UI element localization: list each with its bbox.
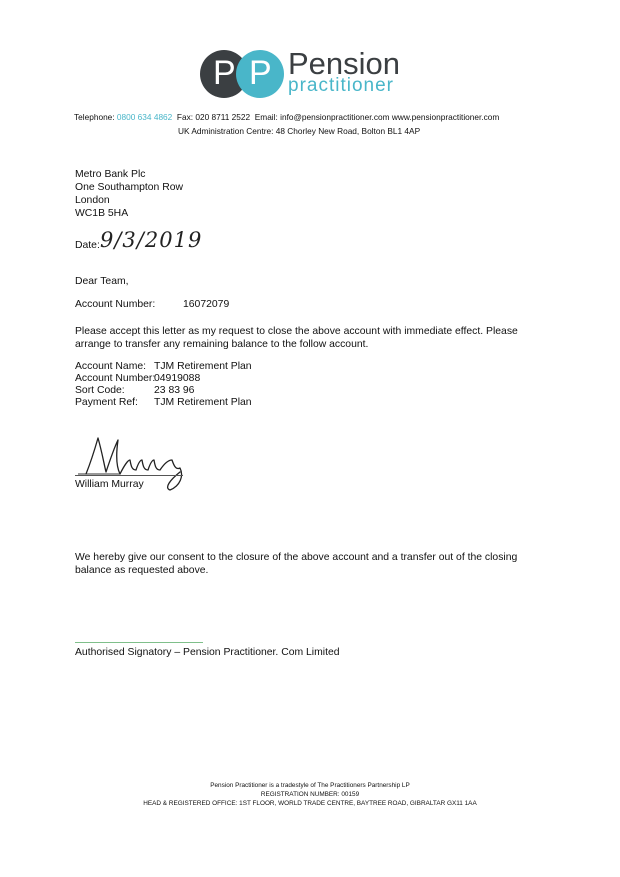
consent-paragraph: We hereby give our consent to the closure of the above account and a transfer out of the closing balance as requested above.	[75, 552, 518, 576]
company-logo	[200, 46, 420, 102]
date-label: Date:	[75, 240, 100, 251]
recipient-line-3: London	[75, 195, 110, 206]
logo-mark-p-right: P	[249, 54, 272, 92]
account-number-label: Account Number:	[75, 299, 156, 310]
authorised-signature-line	[75, 642, 203, 643]
handwritten-date: 9/3/2019	[100, 228, 203, 252]
footer-registration: REGISTRATION NUMBER: 00159	[260, 791, 360, 798]
transfer-number-label: Account Number:	[75, 373, 156, 384]
sort-code-value: 23 83 96	[154, 385, 195, 396]
account-number-value: 16072079	[183, 299, 230, 310]
website: www.pensionpractitioner.com	[391, 112, 500, 122]
footer-registered-office: HEAD & REGISTERED OFFICE: 1ST FLOOR, WORLD TRADE CENTRE, BAYTREE ROAD, GIBRALTAR GX11 1AA	[143, 800, 477, 807]
footer-tradestyle: Pension Practitioner is a tradestyle of The Practitioners Partnership LP	[210, 782, 410, 789]
telephone-label: Telephone:	[74, 112, 115, 122]
request-paragraph: Please accept this letter as my request to close the above account with immediate effect. Please arrange to transfer any remaining balance to the follow account.	[75, 326, 518, 350]
logo-mark-p-left: P	[213, 54, 236, 92]
transfer-name-value: TJM Retirement Plan	[154, 361, 252, 372]
fax-number: Fax: 020 8711 2522	[176, 112, 251, 122]
logo-wordmark: Pension	[288, 46, 401, 81]
authorised-signatory: Authorised Signatory – Pension Practitioner. Com Limited	[75, 647, 340, 658]
email-address: Email: info@pensionpractitioner.com	[254, 112, 390, 122]
recipient-line-1: Metro Bank Plc	[75, 169, 146, 180]
transfer-number-value: 04919088	[154, 373, 201, 384]
telephone-number: 0800 634 4862	[116, 112, 173, 122]
salutation: Dear Team,	[75, 276, 129, 287]
payment-ref-label: Payment Ref:	[75, 397, 138, 408]
logo-subtext: practitioner	[288, 75, 394, 96]
sort-code-label: Sort Code:	[75, 385, 125, 396]
contact-line	[74, 112, 499, 122]
admin-centre-address: UK Administration Centre: 48 Chorley New Road, Bolton BL1 4AP	[178, 126, 421, 136]
payment-ref-value: TJM Retirement Plan	[154, 397, 252, 408]
transfer-name-label: Account Name:	[75, 361, 147, 372]
recipient-line-4: WC1B 5HA	[75, 208, 129, 219]
recipient-address	[75, 168, 183, 220]
recipient-line-2: One Southampton Row	[75, 182, 184, 193]
signature-line	[75, 475, 183, 476]
signatory-name: William Murray	[75, 479, 144, 490]
